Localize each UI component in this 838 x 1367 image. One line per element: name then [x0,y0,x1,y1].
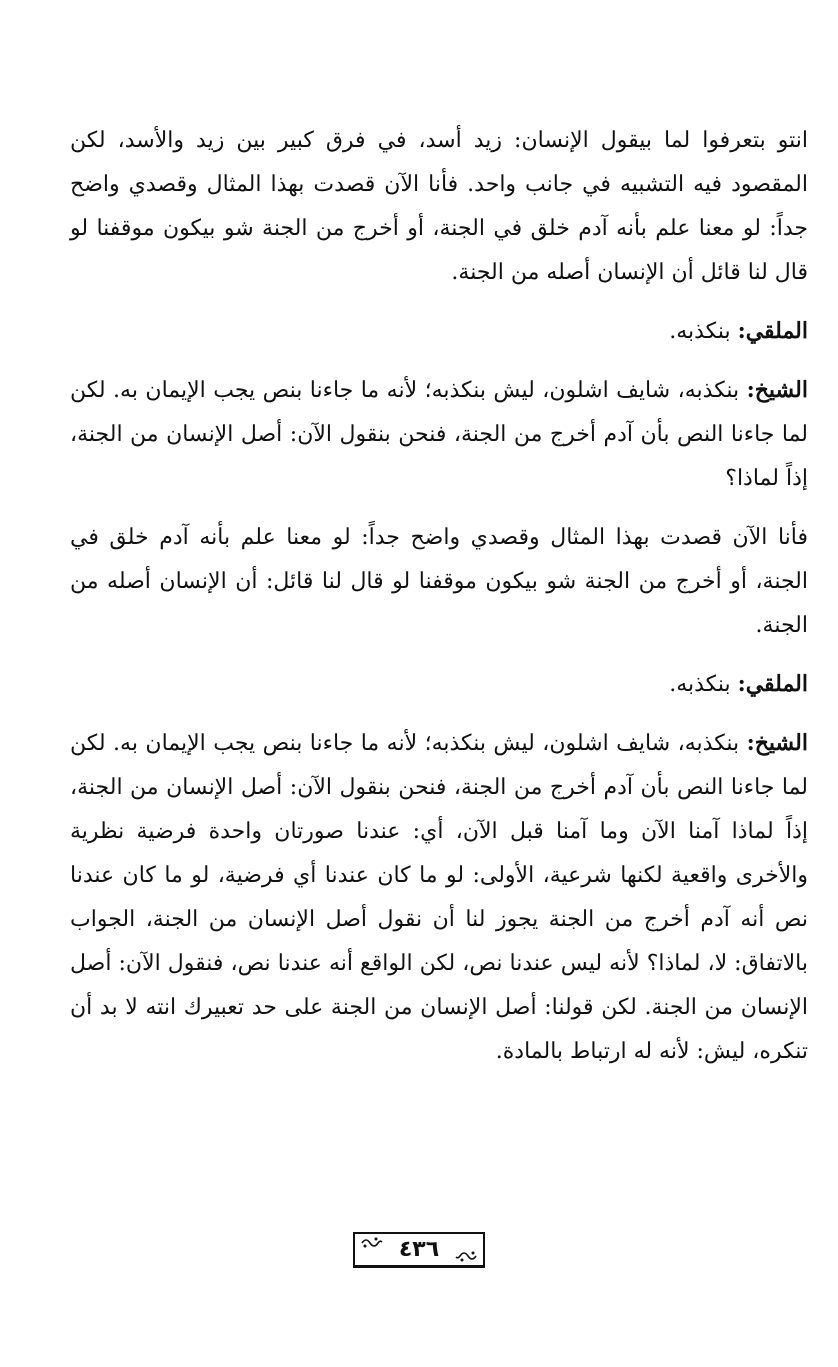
paragraph-text: فأنا الآن قصدت بهذا المثال وقصدي واضح جداً: لو معنا علم بأنه آدم خلق في الجنة، أو أخرج من الجنة شو بيكون موقفنا لو قال لنا قائل: أن الإنسان أصله من الجنة. [70,525,808,638]
speaker-label: الملقي: [737,318,808,344]
speaker-label: الملقي: [737,671,808,697]
paragraph-text: بنكذبه. [669,319,738,344]
paragraph-6 [70,721,808,1074]
paragraph-text: بنكذبه، شايف اشلون، ليش بنكذبه؛ لأنه ما جاءنا بنص يجب الإيمان به. لكن لما جاءنا النص بأن آدم أخرج من الجنة، فنحن بنقول الآن: أصل الإنسان من الجنة، إذاً لماذا آمنا الآن وما آمنا قبل الآن، أي: عندنا صورتان واحدة فرضية نظرية والأخرى واقعية لكنها شرعية، الأولى: لو ما كان عندنا أي فرضية، لو ما كان عندنا نص أنه آدم أخرج من الجنة يجوز لنا أن نقول أصل الإنسان من الجنة، الجواب بالاتفاق: لا، لماذا؟ لأنه ليس عندنا نص، لكن الواقع أنه عندنا نص، فنقول الآن: أصل الإنسان من الجنة. لكن قولنا: أصل الإنسان من الجنة على حد تعبيرك انته لا بد أن تنكره، ليش: لأنه له ارتباط بالمادة. [70,731,808,1064]
paragraph-text: انتو بتعرفوا لما بيقول الإنسان: زيد أسد، في فرق كبير بين زيد والأسد، لكن المقصود فيه التشبيه في جانب واحد. فأنا الآن قصدت بهذا المثال وقصدي واضح جداً: لو معنا علم بأنه آدم خلق في الجنة، أو أخرج من الجنة شو بيكون موقفنا لو قال لنا قائل أن الإنسان أصله من الجنة. [70,128,808,285]
page-body [70,118,808,1088]
page-footer [0,1232,838,1268]
paragraph-3 [70,368,808,501]
page-number-frame [353,1232,485,1268]
paragraph-2 [70,309,808,354]
speaker-label: الشيخ: [746,730,808,756]
paragraph-5 [70,662,808,707]
ornament-icon [361,1236,383,1250]
paragraph-text: بنكذبه. [669,672,738,697]
ornament-icon [455,1249,477,1263]
paragraph-4 [70,515,808,648]
speaker-label: الشيخ: [746,377,808,403]
page-number: ٤٣٦ [398,1237,440,1262]
paragraph-1 [70,118,808,295]
paragraph-text: بنكذبه، شايف اشلون، ليش بنكذبه؛ لأنه ما جاءنا بنص يجب الإيمان به. لكن لما جاءنا النص بأن آدم أخرج من الجنة، فنحن بنقول الآن: أصل الإنسان من الجنة، إذاً لماذا؟ [70,378,808,491]
